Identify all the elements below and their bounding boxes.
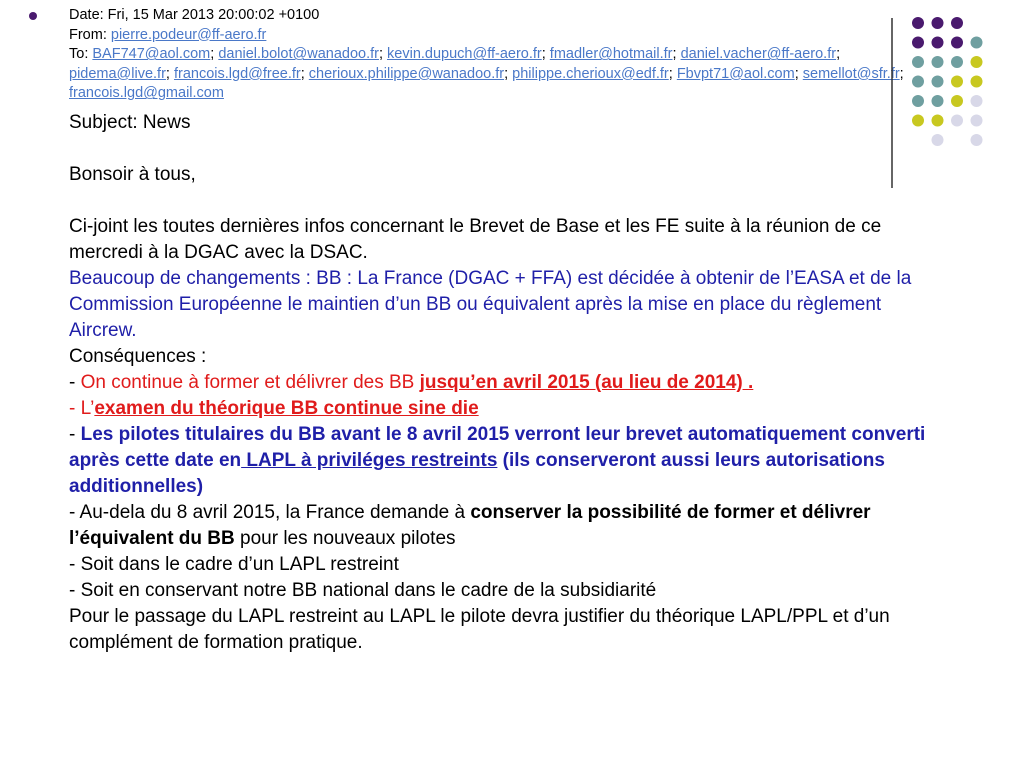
closing-paragraph: Pour le passage du LAPL restreint au LAPL le pilote devra justifier du théorique LAPL/PPL et d’un complément de formation pratique. <box>69 606 890 653</box>
consequence-item-6: - Soit en conservant notre BB national dans le cadre de la subsidiarité <box>69 580 657 601</box>
recipient-email-link[interactable]: cherioux.philippe@wanadoo.fr <box>308 65 505 82</box>
decorative-dot <box>951 95 963 107</box>
consequence-item-4 <box>69 500 929 552</box>
item-1-text: On continue à former et délivrer des BB <box>80 372 420 393</box>
decorative-dot <box>932 76 944 88</box>
item-1-emphasis: jusqu’en avril 2015 (au lieu de 2014) . <box>419 372 754 393</box>
decorative-dot <box>932 37 944 49</box>
decorative-dot <box>932 115 944 127</box>
consequence-item-1 <box>69 370 929 396</box>
subject-line: Subject: News <box>69 112 191 133</box>
decorative-dot <box>971 56 983 68</box>
item-4-end: pour les nouveaux pilotes <box>234 528 456 549</box>
recipient-email-link[interactable]: francois.lgd@free.fr <box>173 65 301 82</box>
recipient-email-link[interactable]: semellot@sfr.fr <box>802 65 900 82</box>
decorative-dot <box>951 76 963 88</box>
consequences-heading: Conséquences : <box>69 346 207 367</box>
bullet-point <box>29 12 37 20</box>
decorative-dot <box>951 115 963 127</box>
item-3-text: Les pilotes titulaires du BB avant le 8 avril 2015 verront leur brevet automatiquement converti après cette date en <box>69 424 926 471</box>
email-to <box>69 46 904 101</box>
decorative-dot <box>971 115 983 127</box>
decorative-dot <box>932 56 944 68</box>
recipient-email-link[interactable]: philippe.cherioux@edf.fr <box>512 65 669 82</box>
recipient-email-link[interactable]: kevin.dupuch@ff-aero.fr <box>387 46 542 63</box>
item-dash: - <box>69 424 81 445</box>
intro-paragraph: Ci-joint les toutes dernières infos concernant le Brevet de Base et les FE suite à la réunion de ce mercredi à la DGAC avec la DSAC. <box>69 216 882 263</box>
decorative-dot <box>932 17 944 29</box>
lapl-link[interactable]: LAPL à priviléges restreints <box>241 450 498 471</box>
recipient-separator: ; <box>504 65 513 82</box>
consequence-item-5: - Soit dans le cadre d’un LAPL restreint <box>69 554 399 575</box>
changes-paragraph: Beaucoup de changements : BB : La France (DGAC + FFA) est décidée à obtenir de l’EASA et de la Commission Européenne le maintien d’un BB ou équivalent après la mise en place du règlement Aircrew. <box>69 268 912 341</box>
recipient-separator: ; <box>541 46 550 63</box>
recipient-email-link[interactable]: francois.lgd@gmail.com <box>69 85 224 102</box>
greeting: Bonsoir à tous, <box>69 164 196 185</box>
email-date: Date: Fri, 15 Mar 2013 20:00:02 +0100 <box>69 7 320 23</box>
decorative-dot <box>951 17 963 29</box>
recipient-email-link[interactable]: pidema@live.fr <box>69 65 166 82</box>
recipient-email-link[interactable]: Fbvpt71@aol.com <box>676 65 795 82</box>
to-label: To: <box>69 46 93 63</box>
from-label: From: <box>69 26 111 43</box>
email-header <box>69 6 929 104</box>
email-from <box>69 26 929 46</box>
item-4-emphasis: conserver la possibilité de former et délivrer l’équivalent du BB <box>69 502 871 549</box>
recipient-separator: ; <box>668 65 677 82</box>
recipient-separator: ; <box>899 65 904 82</box>
recipient-separator: ; <box>300 65 309 82</box>
recipient-separator: ; <box>794 65 803 82</box>
recipient-separator: ; <box>210 46 219 63</box>
item-2-emphasis: examen du théorique BB continue sine die <box>94 398 479 419</box>
from-email-link[interactable]: pierre.podeur@ff-aero.fr <box>110 26 267 43</box>
decorative-dot <box>971 134 983 146</box>
email-body <box>69 110 929 656</box>
item-dash: - <box>69 372 81 393</box>
decorative-dot <box>971 37 983 49</box>
recipient-email-link[interactable]: fmadler@hotmail.fr <box>549 46 673 63</box>
decorative-dot <box>932 95 944 107</box>
consequence-item-3 <box>69 422 929 500</box>
recipient-email-link[interactable]: daniel.bolot@wanadoo.fr <box>218 46 379 63</box>
recipient-list <box>69 46 904 101</box>
decorative-dot <box>932 134 944 146</box>
item-3-note: (ils conserveront aussi leurs autorisations additionnelles) <box>69 450 885 497</box>
decorative-dot <box>971 76 983 88</box>
decorative-dot <box>951 37 963 49</box>
item-4-text: - Au-dela du 8 avril 2015, la France demande à <box>69 502 471 523</box>
recipient-separator: ; <box>836 46 841 63</box>
recipient-email-link[interactable]: daniel.vacher@ff-aero.fr <box>680 46 837 63</box>
recipient-separator: ; <box>672 46 681 63</box>
decorative-dot <box>951 56 963 68</box>
recipient-separator: ; <box>378 46 388 63</box>
consequence-item-2 <box>69 396 929 422</box>
item-2-prefix: - L’ <box>69 398 95 419</box>
recipient-email-link[interactable]: BAF747@aol.com <box>92 46 211 63</box>
decorative-dot <box>971 95 983 107</box>
recipient-separator: ; <box>165 65 174 82</box>
